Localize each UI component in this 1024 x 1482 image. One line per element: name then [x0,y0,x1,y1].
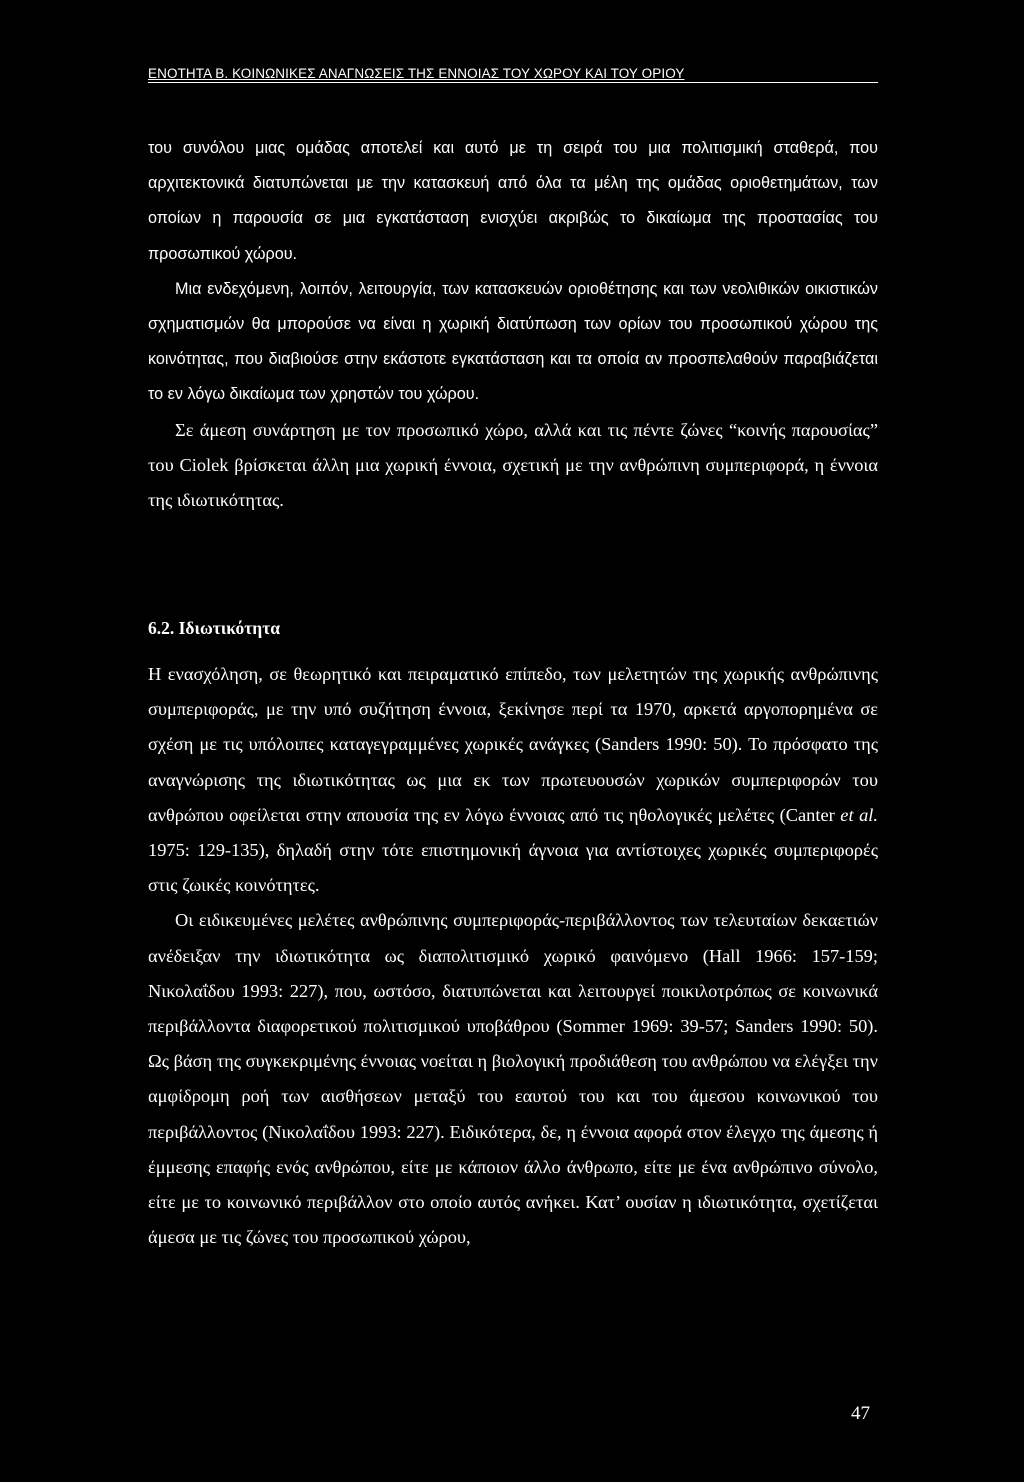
paragraph-text-a: Η ενασχόληση, σε θεωρητικό και πειραματικό επίπεδο, των μελετητών της χωρικής ανθρώπινης συμπεριφοράς, με την υπό συζήτηση έννοια, ξεκίνησε περί τα 1970, αρκετά αργοπορημένα σε σχέση με τις υπόλοιπες καταγεγραμμένες χωρικές ανάγκες (Sanders 1990: 50). Το πρόσφατο της αναγνώρισης της ιδιωτικότητας ως μια εκ των πρωτευουσών χωρικών συμπεριφορών του ανθρώπου οφείλεται στην απουσία της εν λόγω έννοιας από τις ηθολογικές μελέτες (Canter [148,664,878,825]
paragraph-function: Μια ενδεχόμενη, λοιπόν, λειτουργία, των κατασκευών οριοθέτησης και των νεολιθικών οικιστικών σχηματισμών θα μπορούσε να είναι η χωρική διατύπωση των ορίων του προσωπικού χώρου της κοινότητας, που διαβιούσε στην εκάστοτε εγκατάσταση και τα οποία αν προσπελαθούν παραβιάζεται το εν λόγω δικαίωμα των χρηστών του χώρου. [148,279,878,404]
page-number: 47 [851,1403,870,1424]
intro-section [148,131,878,518]
running-header: ΕΝΟΤΗΤΑ Β. ΚΟΙΝΩΝΙΚΕΣ ΑΝΑΓΝΩΣΕΙΣ ΤΗΣ ΕΝΝΟΙΑΣ ΤΟΥ ΧΩΡΟΥ ΚΑΙ ΤΟΥ ΟΡΙΟΥ [148,66,878,83]
paragraph-continued: του συνόλου μιας ομάδας αποτελεί και αυτό με τη σειρά του μια πολιτισμική σταθερά, που αρχιτεκτονικά διατυπώνεται με την κατασκευή από όλα τα μέλη της ομάδας οριοθετημάτων, των οποίων η παρουσία σε μια εγκατάσταση ενισχύει ακριβώς το δικαίωμα της προστασίας του προσωπικού χώρου. [148,139,878,263]
paragraph-text-b: 1975: 129-135), δηλαδή στην τότε επιστημονική άγνοια για αντίστοιχες χωρικές συμπεριφορές στις ζωικές κοινότητες. [148,840,878,896]
section-heading [148,618,280,639]
section-number: 6.2. [148,618,175,638]
section-title: Ιδιωτικότητα [178,618,281,638]
paragraph-cross-cultural: Οι ειδικευμένες μελέτες ανθρώπινης συμπεριφοράς-περιβάλλοντος των τελευταίων δεκαετιών ανέδειξαν την ιδιωτικότητα ως διαπολιτισμικό χωρικό φαινόμενο (Hall 1966: 157-159; Νικολαΐδου 1993: 227), που, ωστόσο, διατυπώνεται και λειτουργεί ποικιλοτρόπως σε κοινωνικά περιβάλλοντα διαφορετικού πολιτισμικού υποβάθρου (Sommer 1969: 39-57; Sanders 1990: 50). Ως βάση της συγκεκριμένης έννοιας νοείται η βιολογική προδιάθεση του ανθρώπου να ελέγξει την αμφίδρομη ροή των αισθήσεων μεταξύ του εαυτού του και του άμεσου κοινωνικού του περιβάλλοντος (Νικολαΐδου 1993: 227). Ειδικότερα, δε, η έννοια αφορά στον έλεγχο της άμεσης ή έμμεσης επαφής ενός ανθρώπου, είτε με κάποιον άλλο άνθρωπο, είτε με ένα ανθρώπινο σύνολο, είτε με το κοινωνικό περιβάλλον στο οποίο αυτός ανήκει. Κατ’ ουσίαν η ιδιωτικότητα, σχετίζεται άμεσα με τις ζώνες του προσωπικού χώρου, [148,910,878,1248]
et-al: et al. [840,804,878,825]
paragraph-research-history [148,657,878,903]
paragraph-privacy-intro: Σε άμεση συνάρτηση με τον προσωπικό χώρο, αλλά και τις πέντε ζώνες “κοινής παρουσίας” του Ciolek βρίσκεται άλλη μια χωρική έννοια, σχετική με την ανθρώπινη συμπεριφορά, η έννοια της ιδιωτικότητας. [148,419,878,511]
privacy-section [148,657,878,1255]
